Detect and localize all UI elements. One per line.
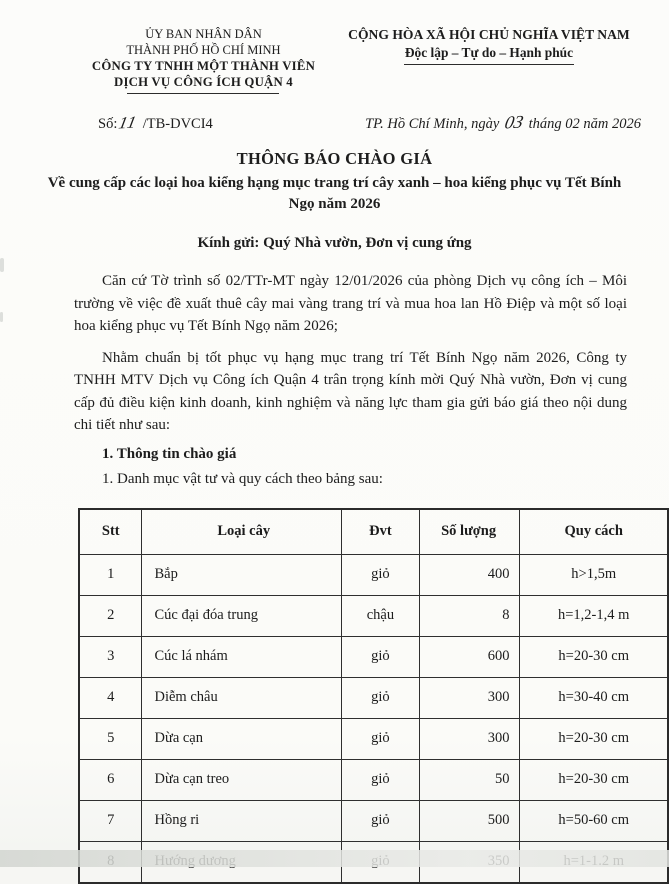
document-title: THÔNG BÁO CHÀO GIÁ bbox=[236, 149, 433, 169]
table-cell: h=1,2-1,4 m bbox=[520, 595, 668, 636]
document-subtitle: Về cung cấp các loại hoa kiểng hạng mục trang trí cây xanh – hoa kiểng phục vụ Tết Bính Ngọ năm 2026 bbox=[47, 175, 622, 213]
title-block bbox=[0, 149, 669, 215]
national-title: CỘNG HÒA XÃ HỘI CHỦ NGHĨA VIỆT NAM bbox=[348, 27, 630, 42]
authority-line-1: ỦY BAN NHÂN DÂN bbox=[145, 27, 262, 41]
document-meta-row bbox=[0, 112, 669, 133]
table-row bbox=[79, 759, 668, 800]
issuing-authority-block bbox=[72, 26, 335, 94]
table-cell: 3 bbox=[79, 636, 142, 677]
table-cell: 500 bbox=[419, 800, 520, 841]
table-cell: 1 bbox=[79, 554, 142, 595]
table-header-cell: Đvt bbox=[342, 509, 420, 555]
table-cell: Dừa cạn bbox=[142, 718, 342, 759]
table-cell: 8 bbox=[419, 595, 520, 636]
table-row bbox=[79, 718, 668, 759]
table-cell: 400 bbox=[419, 554, 520, 595]
header-right-underline bbox=[404, 64, 574, 65]
table-cell: 7 bbox=[79, 800, 142, 841]
place-and-date bbox=[365, 112, 641, 133]
table-row bbox=[79, 595, 668, 636]
table-header-cell: Số lượng bbox=[419, 509, 520, 555]
company-name-line-2: DỊCH VỤ CÔNG ÍCH QUẬN 4 bbox=[114, 75, 293, 89]
goods-table-body bbox=[79, 554, 668, 883]
table-cell: Cúc đại đóa trung bbox=[142, 595, 342, 636]
table-cell: 5 bbox=[79, 718, 142, 759]
table-cell: h=20-30 cm bbox=[520, 759, 668, 800]
table-cell: Bắp bbox=[142, 554, 342, 595]
date-prefix: TP. Hồ Chí Minh, ngày bbox=[365, 116, 500, 133]
table-cell: Hồng ri bbox=[142, 800, 342, 841]
body-text-block bbox=[74, 270, 627, 488]
document-number bbox=[98, 113, 213, 133]
scan-smudge bbox=[0, 258, 4, 272]
table-row bbox=[79, 554, 668, 595]
table-cell: giỏ bbox=[342, 554, 420, 595]
table-header-cell: Quy cách bbox=[520, 509, 668, 555]
section-1-item: 1. Danh mục vật tư và quy cách theo bảng sau: bbox=[102, 470, 383, 487]
table-cell: 6 bbox=[79, 759, 142, 800]
table-cell: chậu bbox=[342, 595, 420, 636]
paragraph-2: Nhằm chuẩn bị tốt phục vụ hạng mục trang trí Tết Bính Ngọ năm 2026, Công ty TNHH MTV Dịch vụ Công ích Quận 4 trân trọng kính mời Quý Nhà vườn, Đơn vị cung cấp đủ điều kiện kinh doanh, kinh nghiệm và năng lực tham gia gửi báo giá theo nội dung chi tiết như sau: bbox=[74, 349, 627, 434]
table-cell: 50 bbox=[419, 759, 520, 800]
table-cell: giỏ bbox=[342, 636, 420, 677]
table-cell: h=30-40 cm bbox=[520, 677, 668, 718]
table-row bbox=[79, 677, 668, 718]
table-cell: 300 bbox=[419, 677, 520, 718]
table-cell: Diễm châu bbox=[142, 677, 342, 718]
authority-line-2: THÀNH PHỐ HỒ CHÍ MINH bbox=[126, 43, 281, 57]
scan-smudge bbox=[0, 312, 3, 322]
table-header-row bbox=[79, 509, 668, 555]
table-cell: h=50-60 cm bbox=[520, 800, 668, 841]
table-cell: Dừa cạn treo bbox=[142, 759, 342, 800]
header-left-underline bbox=[127, 93, 279, 94]
document-number-suffix: /TB-DVCI4 bbox=[142, 116, 213, 133]
table-cell: 2 bbox=[79, 595, 142, 636]
table-cell: giỏ bbox=[342, 800, 420, 841]
table-cell: h=20-30 cm bbox=[520, 636, 668, 677]
table-row bbox=[79, 800, 668, 841]
section-1-heading: 1. Thông tin chào giá bbox=[102, 445, 237, 462]
document-header bbox=[0, 0, 669, 94]
national-motto: Độc lập – Tự do – Hạnh phúc bbox=[404, 45, 574, 60]
table-cell: 300 bbox=[419, 718, 520, 759]
date-suffix: tháng 02 năm 2026 bbox=[528, 116, 641, 133]
table-cell: giỏ bbox=[342, 759, 420, 800]
document-number-label: Số: bbox=[98, 116, 118, 133]
table-cell: h>1,5m bbox=[520, 554, 668, 595]
table-header-cell: Loại cây bbox=[142, 509, 342, 555]
table-cell: h=20-30 cm bbox=[520, 718, 668, 759]
national-motto-block bbox=[335, 26, 643, 94]
date-handwritten-day: 03 bbox=[503, 111, 526, 133]
table-cell: Cúc lá nhám bbox=[142, 636, 342, 677]
table-cell: giỏ bbox=[342, 718, 420, 759]
table-cell: 4 bbox=[79, 677, 142, 718]
document-number-handwritten: 11 bbox=[117, 112, 140, 133]
table-cell: giỏ bbox=[342, 677, 420, 718]
company-name-line-1: CÔNG TY TNHH MỘT THÀNH VIÊN bbox=[91, 59, 316, 73]
paragraph-1: Căn cứ Tờ trình số 02/TTr-MT ngày 12/01/2026 của phòng Dịch vụ công ích – Môi trường về việc đề xuất thuê cây mai vàng trang trí và mua hoa lan Hồ Điệp và một số loại hoa kiểng phục vụ Tết Bính Ngọ năm 2026; bbox=[74, 273, 627, 335]
table-row bbox=[79, 636, 668, 677]
table-cell: 600 bbox=[419, 636, 520, 677]
goods-table bbox=[78, 508, 669, 884]
scan-edge-band bbox=[0, 850, 669, 867]
recipient-line: Kính gửi: Quý Nhà vườn, Đơn vị cung ứng bbox=[197, 235, 472, 252]
goods-table-head bbox=[79, 509, 668, 555]
table-header-cell: Stt bbox=[79, 509, 142, 555]
